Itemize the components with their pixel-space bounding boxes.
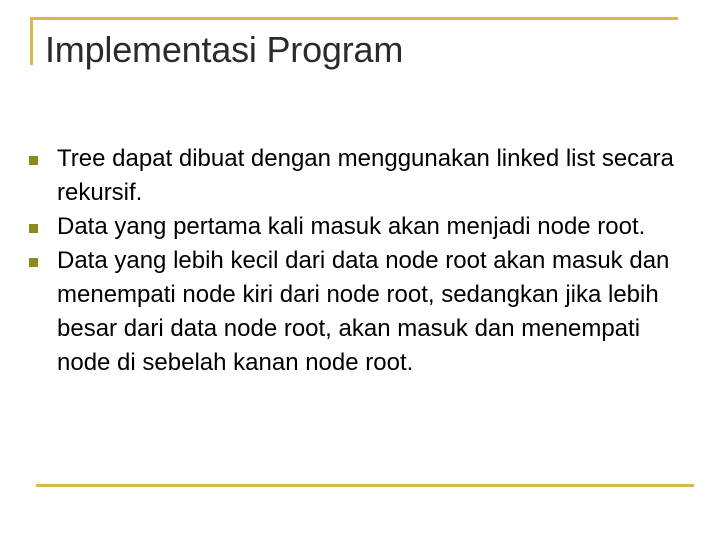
bullet-text: Tree dapat dibuat dengan menggunakan linked list secara rekursif. (57, 145, 674, 206)
bullet-item (0, 244, 697, 380)
title-frame-top-rule (30, 17, 678, 20)
bottom-rule (36, 484, 694, 487)
square-bullet-icon (29, 258, 38, 267)
bullet-text: Data yang lebih kecil dari data node root akan masuk dan menempati node kiri dari node root, sedangkan jika lebih besar dari data node root, akan masuk dan menempati node di sebelah kanan node root. (57, 247, 670, 376)
bullet-item (0, 210, 697, 244)
square-bullet-icon (29, 156, 38, 165)
slide-title: Implementasi Program (45, 29, 404, 70)
title-frame-left-rule (30, 17, 33, 65)
bullet-text: Data yang pertama kali masuk akan menjadi node root. (57, 213, 646, 240)
square-bullet-icon (29, 224, 38, 233)
bullet-item (0, 142, 697, 210)
bullet-list (0, 142, 720, 380)
